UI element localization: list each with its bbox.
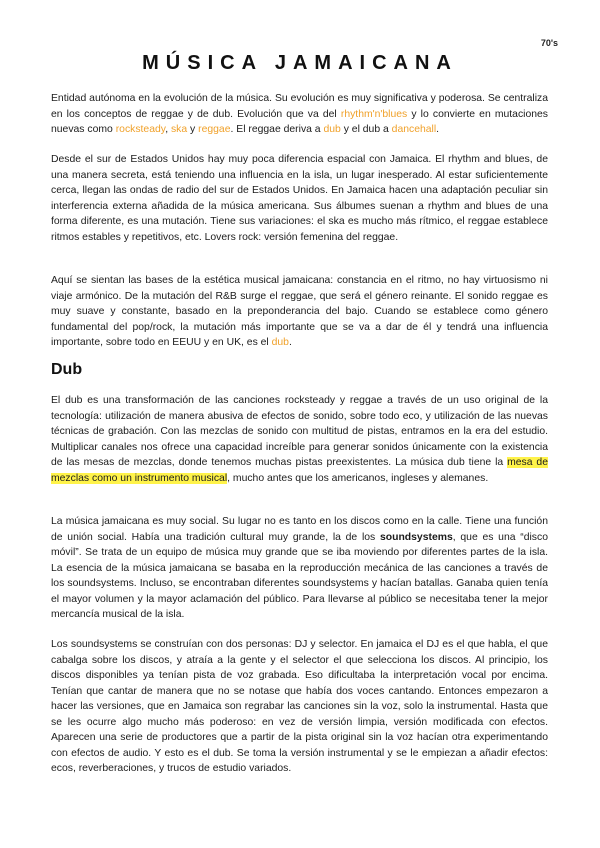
term-reggae: reggae — [198, 124, 231, 135]
text-run: Aquí se sientan las bases de la estética musical jamaicana: constancia en el ritmo, no hay virtuosismo ni viaje armónico. De la mutación del R&B surge el reggae, que será el género reinante. El sonido reggae es muy suave y constante, basado en la preponderancia del bajo. Cuando se establece como género fundamental del pop/rock, la mutación más importante que se va a dar de él y tendrá una influencia importante, sobre todo en EEUU y en UK, es el — [51, 275, 548, 348]
text-run: El dub es una transformación de las canciones rocksteady y reggae a través de un uso original de la tecnología: utilización de manera abusiva de efectos de sonido, sobre todo eco, y utilización de las nuevas técnicas de grabación. Con las mezclas de sonido con multitud de pistas, entramos en la era del estudio. Multiplicar canales nos ofrece una capacidad increíble para generar sonidos únicamente con la existencia de las mesas de mezclas, donde tenemos muchas pistas preexistentes. La música dub tiene la — [51, 395, 548, 468]
text-run: . — [288, 337, 292, 348]
text-run: . — [436, 124, 440, 135]
term-dub: dub — [271, 337, 289, 348]
decade-tag: 70's — [540, 38, 558, 48]
text-run: , mucho antes que los americanos, ingleses y alemanes. — [227, 472, 489, 484]
dub-paragraph-2 — [51, 514, 548, 623]
text-run: y lo convierte en mutaciones nuevas como — [51, 108, 548, 135]
text-run: , — [165, 124, 171, 135]
text-run: y el dub a — [340, 124, 392, 135]
text-run: , que es una “disco móvil”. Se trata de un equipo de música muy grande que se iba moviendo por diferentes partes de la isla. La esencia de la música jamaicana se basaba en la reproducción mecánica de las canciones a través de los soundsystems. Incluso, se encontraban diferentes soundsystems y hacían batallas. Ganaba quien tenía el mayor volumen y la mayor aclamación del público. Para llevarse al público se necesitaba tener la mejor mercancía musical de la isla. — [51, 531, 548, 620]
text-run: . El reggae deriva a — [230, 124, 324, 135]
page-title: MÚSICA JAMAICANA — [142, 52, 458, 74]
highlighted-text: mesa de mezclas como un instrumento musical — [51, 457, 548, 484]
dub-paragraph-1 — [51, 393, 548, 486]
intro-paragraph-2 — [51, 152, 548, 245]
bold-term-soundsystems: soundsystems — [379, 531, 453, 543]
text-run: y — [187, 124, 199, 135]
intro-paragraph-3 — [51, 273, 548, 351]
term-dub: dub — [323, 124, 341, 135]
dub-section-heading-wrap — [51, 361, 548, 379]
dub-paragraph-3 — [51, 637, 548, 777]
intro-paragraph-1 — [51, 91, 548, 138]
term-rhythm-n-blues: rhythm'n'blues — [340, 108, 408, 120]
paragraph-text: Desde el sur de Estados Unidos hay muy poca diferencia espacial con Jamaica. El rhythm and blues, de una manera secreta, está teniendo una influencia en la isla, un lugar inesperado. Al estar suficientemente cerca, llegan las ondas de radio del sur de Estados Unidos. En Jamaica hacen una adaptación peculiar sin interferencia externa añadida de la música americana. Sus álbumes suenan a rhythm and blues de una forma diferente, es una mutación. Tiene sus variaciones: el ska es mucho más rítmico, el reggae establece ritmos estables y repetitivos, etc. Lovers rock: versión femenina del reggae. — [51, 154, 548, 243]
term-ska: ska — [170, 124, 188, 135]
text-run: La música jamaicana es muy social. Su lugar no es tanto en los discos como en la calle. Tiene una función de unión social. Había una tradición cultural muy grande, la de los — [51, 516, 548, 543]
term-dancehall: dancehall — [391, 124, 437, 135]
term-rocksteady: rocksteady — [115, 124, 166, 135]
text-run: Entidad autónoma en la evolución de la música. Su evolución es muy significativa y poderosa. Se centraliza en los conceptos de reggae y de dub. Evolución que va del — [51, 93, 548, 120]
paragraph-text: Los soundsystems se construían con dos personas: DJ y selector. En jamaica el DJ es el que habla, el que cabalga sobre los discos, y atraía a la gente y el selector el que selecciona los discos. Al principio, los discos disponibles ya tenían pista de voz grabada. Eso dificultaba la interpretación vocal por encima. Tenían que cantar de manera que no se notase que había dos voces cantando. Entonces empezaron a hacer las versiones, que en Jamaica son regrabar las canciones sin la voz, solo la instrumental. Hasta que se les ocurre algo mucho más poderoso: en vez de versión limpia, versión modificada con efectos. Aparecen una serie de productores que a partir de la pista original sin la voz hacían otra experimentando con efectos de audio. Y esto es el dub. Se toma la versión instrumental y se le empiezan a añadir efectos: ecos, reverberaciones, y trucos de estudio variados. — [51, 639, 548, 774]
section-heading-dub: Dub — [51, 361, 83, 378]
